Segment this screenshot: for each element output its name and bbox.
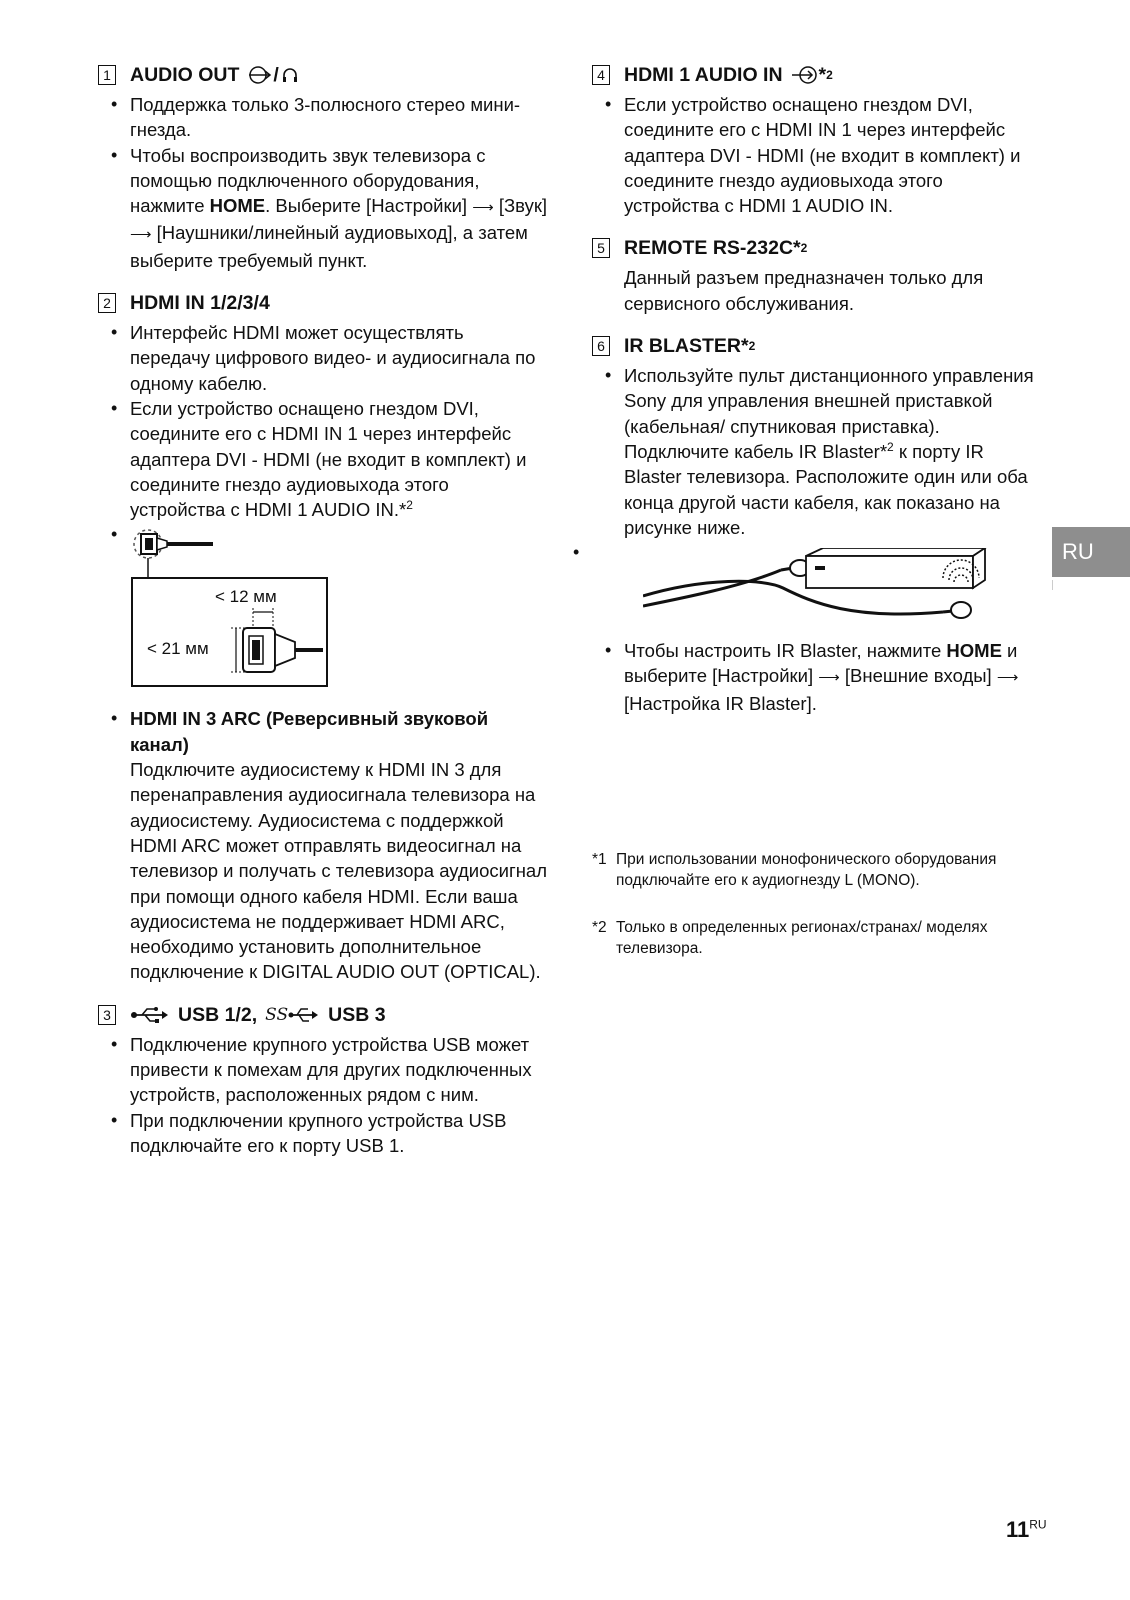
usb-icon [130, 1005, 170, 1025]
dim-12mm: • < 12 мм [215, 587, 277, 607]
right-column [592, 62, 1042, 733]
section-number: 6 [592, 336, 610, 356]
bullet-item: • Если устройство оснащено гнездом DVI, соедините его с HDMI IN 1 через интерфейс адаптера DVI - HDMI (не входит в комплект) и соедините гнездо аудиовыхода этого устройства с HDMI 1 AUDIO IN.*$^2$ [130, 396, 548, 522]
section-number: 3 [98, 1005, 116, 1025]
section-title: HDMI 1 AUDIO IN [624, 64, 783, 86]
section-remote-rs232c [592, 235, 1042, 316]
footnote-text: При использовании монофонического оборудования подключайте его к аудиогнезду L (MONO). [616, 851, 997, 889]
bullet-item-diagram [592, 540, 1042, 638]
usb-title-b: USB 3 [328, 1003, 386, 1026]
section-heading: 5 REMOTE RS-232C* 2 [592, 235, 1042, 261]
home-key: HOME [946, 640, 1002, 662]
section-heading [98, 1002, 548, 1028]
home-key: HOME [209, 195, 266, 217]
language-tab: RU [1052, 527, 1130, 577]
section-number: 4 [592, 65, 610, 85]
section-heading: 6 IR BLASTER* 2 [592, 333, 1042, 359]
hdmi-size-diagram [127, 524, 337, 706]
arrow-icon: ⟶ [818, 669, 840, 687]
section-number: 2 [98, 293, 116, 313]
bullet-item: • При подключении крупного устройства USB подключайте его к порту USB 1. [130, 1108, 548, 1159]
section-title: REMOTE RS-232C* [624, 237, 801, 260]
ir-blaster-diagram [643, 548, 988, 642]
footnote-mark: *2 [592, 919, 607, 936]
section-title: IR BLASTER* [624, 335, 749, 358]
arc-body: Подключите аудиосистему к HDMI IN 3 для перенаправления аудиосигнала телевизора на аудиосистему. Аудиосистема с поддержкой HDMI ARC может отправлять видеосигнал на телевизор и получать с телевизора аудиосигнал при помощи одного кабеля HDMI. Если ваша аудиосистема не поддерживает HDMI ARC, необходимо установить дополнительное подключение к DIGITAL AUDIO OUT (OPTICAL). [130, 759, 547, 983]
audio-out-icon [247, 65, 273, 85]
arrow-icon: ⟶ [130, 226, 152, 244]
bullet-item-diagram [130, 522, 548, 706]
page-number: $11^{RU}$ [1006, 1517, 1047, 1542]
section-body: Данный разъем предназначен только для сервисного обслуживания. [624, 267, 984, 314]
bullet-item: • Поддержка только 3-полюсного стерео мини-гнезда. [130, 92, 548, 143]
bullet-item: • Если устройство оснащено гнездом DVI, соедините его с HDMI IN 1 через интерфейс адаптера DVI - HDMI (не входит в комплект) и соедините гнездо аудиовыхода этого устройства с HDMI 1 AUDIO IN. [624, 92, 1042, 218]
section-title: AUDIO OUT [130, 64, 240, 86]
section-usb [98, 1002, 548, 1158]
ss-usb-icon [265, 1002, 320, 1028]
arc-title: HDMI IN 3 ARC (Реверсивный звуковой канал) [130, 708, 489, 755]
section-audio-out [98, 62, 548, 273]
bullet-item: • Чтобы настроить IR Blaster, нажмите HOME и выберите [Настройки] ⟶ [Внешние входы] ⟶ [Настройка IR Blaster]. [624, 638, 1042, 716]
bullet-item-arc [130, 706, 548, 984]
dim-21mm: < 21 мм [147, 639, 209, 659]
section-ir-blaster [592, 333, 1042, 716]
section-hdmi-audio-in [592, 62, 1042, 218]
tab-divider [1052, 580, 1053, 590]
arrow-icon: ⟶ [472, 199, 494, 217]
bullet-item: • Интерфейс HDMI может осуществлять передачу цифрового видео- и аудиосигнала по одному кабелю. [130, 320, 548, 396]
bullet-item: • Используйте пульт дистанционного управления Sony для управления внешней приставкой (кабельная/ спутниковая приставка). Подключите кабель IR Blaster*$^2$ к порту IR Blaster телевизора. Расположите один или оба конца другой части кабеля, как показано на рисунке ниже. [624, 363, 1042, 540]
section-heading: 4 HDMI 1 AUDIO IN * 2 [592, 62, 1042, 88]
section-hdmi-in [98, 290, 548, 985]
section-number: 5 [592, 238, 610, 258]
footnote-mark: *1 [592, 851, 607, 868]
headphones-icon [281, 66, 299, 84]
ss-label: SS [265, 1004, 289, 1025]
bullet-item: • Чтобы воспроизводить звук телевизора с помощью подключенного оборудования, нажмите HOME. Выберите [Настройки] ⟶ [Звук] ⟶ [Наушники/линейный аудиовыход], а затем выберите требуемый пункт. [130, 143, 548, 273]
section-heading [98, 290, 548, 316]
audio-in-icon [791, 65, 819, 85]
footnote-text: Только в определенных регионах/странах/ моделях телевизора. [616, 919, 988, 957]
footnote [592, 850, 1032, 891]
footnote [592, 918, 1032, 959]
icon-separator: / [273, 64, 279, 86]
section-title: HDMI IN 1/2/3/4 [130, 292, 270, 315]
bullet-item: • Подключение крупного устройства USB может привести к помехам для других подключенных устройств, расположенных рядом с ним. [130, 1032, 548, 1108]
left-column [98, 62, 548, 1175]
arrow-icon: ⟶ [996, 669, 1019, 687]
usb-title-a: USB 1/2, [178, 1003, 258, 1026]
section-heading [98, 62, 548, 88]
section-number: 1 [98, 65, 116, 85]
